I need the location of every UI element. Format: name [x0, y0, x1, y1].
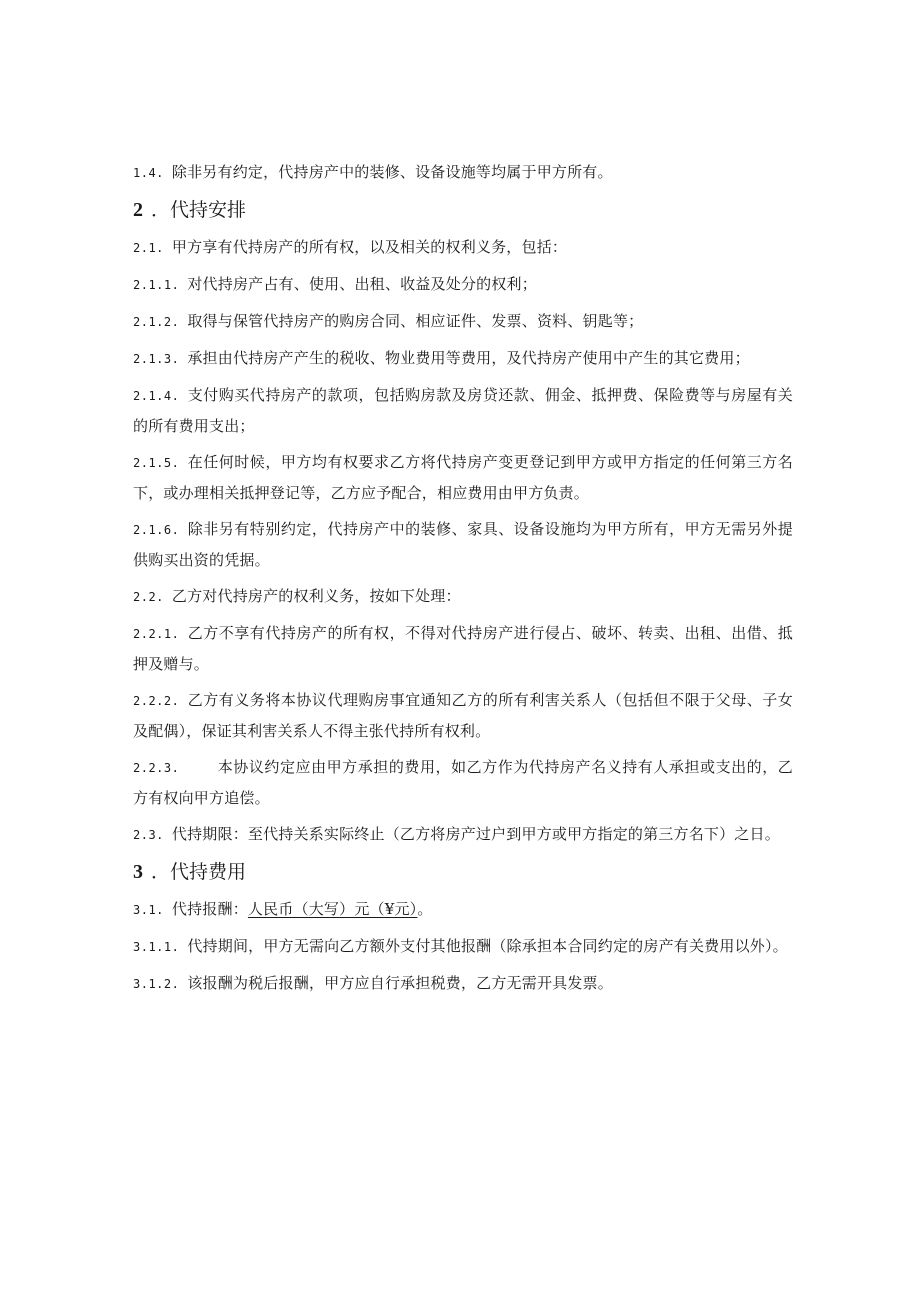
clause-number: 3.1. [133, 903, 164, 917]
clause-text: 支付购买代持房产的款项，包括购房款及房贷还款、佣金、抵押费、保险费等与房屋有关的所有费用支出； [133, 386, 793, 435]
fee-amount-blank: 人民币（大写）元（¥元） [247, 900, 418, 918]
clause-number: 1.4. [133, 166, 164, 180]
clause-number: 2.1.6. [133, 523, 180, 537]
section-heading [133, 856, 793, 888]
section-title: ．代持安排 [151, 199, 247, 221]
clause-number: 2.1. [133, 241, 164, 255]
clause-text: 乙方有义务将本协议代理购房事宜通知乙方的所有利害关系人（包括但不限于父母、子女及配偶），保证其利害关系人不得主张代持所有权利。 [133, 691, 793, 740]
clause-paragraph [133, 581, 793, 612]
section-heading [133, 194, 793, 226]
clause-text: 对代持房产占有、使用、出租、收益及处分的权利； [187, 275, 537, 293]
clause-number: 2.2.2. [133, 694, 180, 708]
clause-text-end: 。 [417, 900, 433, 918]
clause-paragraph [133, 514, 793, 575]
clause-number: 2.1.2. [133, 315, 180, 329]
section-title: ．代持费用 [151, 861, 247, 883]
clause-text: 承担由代持房产产生的税收、物业费用等费用，及代持房产使用中产生的其它费用； [187, 349, 750, 367]
clause-paragraph [133, 752, 793, 813]
clause-number: 2.2.1. [133, 627, 180, 641]
clause-number: 2.2. [133, 590, 164, 604]
clause-text: 取得与保管代持房产的购房合同、相应证件、发票、资料、钥匙等； [187, 312, 644, 330]
clause-paragraph [133, 819, 793, 850]
clause-paragraph [133, 343, 793, 374]
clause-number: 2.3. [133, 828, 164, 842]
clause-paragraph [133, 931, 793, 962]
clause-paragraph [133, 380, 793, 441]
clause-text: 乙方不享有代持房产的所有权，不得对代持房产进行侵占、破坏、转卖、出租、出借、抵押及赠与。 [133, 624, 793, 673]
clause-paragraph [133, 447, 793, 508]
clause-text: 代持期间，甲方无需向乙方额外支付其他报酬（除承担本合同约定的房产有关费用以外）。 [187, 937, 788, 955]
clause-text: 在任何时候，甲方均有权要求乙方将代持房产变更登记到甲方或甲方指定的任何第三方名下，或办理相关抵押登记等，乙方应予配合，相应费用由甲方负责。 [133, 453, 793, 502]
clause-number: 3.1.2. [133, 977, 180, 991]
clause-paragraph [133, 968, 793, 999]
clause-number: 2.1.5. [133, 456, 180, 470]
clause-text: 除非另有约定，代持房产中的装修、设备设施等均属于甲方所有。 [171, 163, 613, 181]
clause-text: 代持报酬： [171, 900, 248, 918]
clause-text: 代持期限：至代持关系实际终止（乙方将房产过户到甲方或甲方指定的第三方名下）之日。 [171, 825, 780, 843]
clause-text: 甲方享有代持房产的所有权，以及相关的权利义务，包括： [171, 238, 568, 256]
clause-paragraph [133, 894, 793, 925]
clause-text: 该报酬为税后报酬，甲方应自行承担税费，乙方无需开具发票。 [187, 974, 613, 992]
clause-paragraph [133, 269, 793, 300]
clause-paragraph [133, 232, 793, 263]
section-number: 2 [133, 199, 143, 221]
clause-paragraph [133, 157, 793, 188]
clause-paragraph [133, 618, 793, 679]
document-body [133, 157, 793, 1005]
clause-number: 2.1.4. [133, 389, 180, 403]
clause-number: 2.1.3. [133, 352, 180, 366]
clause-number: 3.1.1. [133, 940, 180, 954]
section-number: 3 [133, 861, 143, 883]
clause-text: 除非另有特别约定，代持房产中的装修、家具、设备设施均为甲方所有，甲方无需另外提供购买出资的凭据。 [133, 520, 793, 569]
clause-text: 乙方对代持房产的权利义务，按如下处理： [171, 587, 461, 605]
clause-text: 本协议约定应由甲方承担的费用，如乙方作为代持房产名义持有人承担或支出的，乙方有权向甲方追偿。 [133, 758, 793, 807]
clause-paragraph [133, 685, 793, 746]
clause-number: 2.2.3. [133, 761, 180, 775]
clause-number: 2.1.1. [133, 278, 180, 292]
clause-paragraph [133, 306, 793, 337]
